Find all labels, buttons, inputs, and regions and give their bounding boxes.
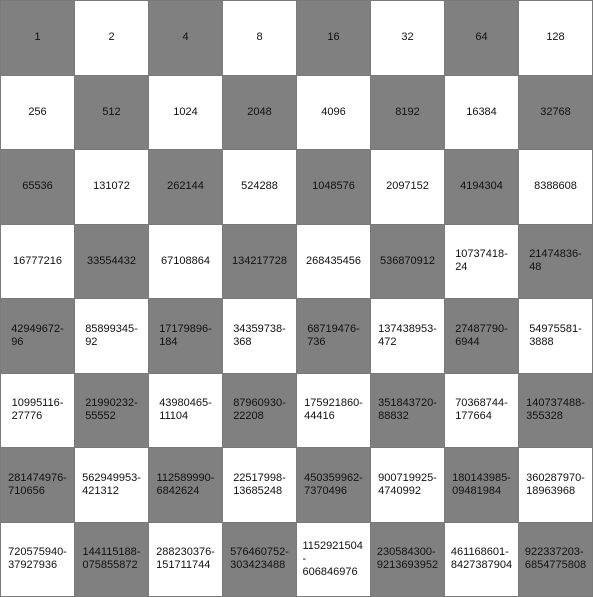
grid-cell — [223, 225, 297, 300]
grid-cell-label: 720575940- 37927936 — [8, 546, 67, 572]
grid-cell — [75, 150, 149, 225]
grid-cell — [149, 374, 223, 449]
grid-cell — [445, 448, 519, 523]
grid-cell — [297, 225, 371, 300]
grid-cell-label: 262144 — [167, 180, 204, 193]
grid-cell-label: 16777216 — [13, 254, 62, 267]
grid-cell — [1, 150, 75, 225]
grid-cell-label: 1 — [34, 31, 41, 44]
grid-cell-label: 34359738- 368 — [233, 322, 286, 348]
grid-cell-label: 230584300- 9213693952 — [376, 546, 439, 572]
grid-cell — [75, 448, 149, 523]
grid-cell — [297, 1, 371, 76]
grid-cell-label: 4194304 — [460, 180, 503, 193]
grid-cell-label: 112589990- 6842624 — [156, 471, 215, 497]
grid-cell-label: 128 — [546, 31, 565, 44]
grid-cell — [1, 448, 75, 523]
grid-cell-label: 33554432 — [87, 254, 136, 267]
grid-cell — [519, 1, 593, 76]
grid-cell — [1, 523, 75, 597]
grid-cell — [445, 523, 519, 597]
grid-cell — [223, 523, 297, 597]
grid-cell — [149, 225, 223, 300]
grid-cell-label: 360287970- 18963968 — [526, 471, 585, 497]
grid-cell-label: 67108864 — [161, 254, 210, 267]
grid-cell — [371, 150, 445, 225]
grid-cell-label: 131072 — [93, 180, 130, 193]
grid-cell-label: 22517998- 13685248 — [233, 471, 286, 497]
grid-cell-label: 900719925- 4740992 — [378, 471, 437, 497]
grid-cell-label: 42949672- 96 — [11, 322, 64, 348]
grid-cell-label: 1152921504- 606846976 — [302, 539, 363, 578]
grid-cell — [1, 299, 75, 374]
grid-cell — [223, 76, 297, 151]
grid-cell-label: 175921860- 44416 — [304, 397, 363, 423]
grid-cell-label: 87960930- 22208 — [233, 397, 286, 423]
grid-cell-label: 268435456 — [305, 254, 362, 267]
grid-cell-label: 43980465- 11104 — [159, 397, 212, 423]
grid-cell — [297, 76, 371, 151]
grid-cell — [149, 76, 223, 151]
grid-cell-label: 2048 — [247, 105, 272, 118]
grid-cell-label: 10737418- 24 — [455, 248, 508, 274]
grid-cell — [297, 374, 371, 449]
grid-cell — [445, 76, 519, 151]
grid-cell-label: 1024 — [173, 105, 198, 118]
grid-cell-label: 512 — [102, 105, 121, 118]
grid-cell-label: 2 — [108, 31, 115, 44]
grid-cell-label: 64 — [475, 31, 488, 44]
grid-cell — [75, 374, 149, 449]
grid-cell — [223, 448, 297, 523]
grid-cell-label: 922337203- 6854775808 — [524, 546, 587, 572]
grid-cell-label: 70368744- 177664 — [455, 397, 508, 423]
grid-cell-label: 461168601- 8427387904 — [450, 546, 513, 572]
grid-cell-label: 140737488- 355328 — [526, 397, 585, 423]
grid-cell — [371, 448, 445, 523]
grid-cell-label: 288230376- 151711744 — [156, 546, 215, 572]
grid-cell — [519, 299, 593, 374]
grid-cell-label: 576460752- 303423488 — [230, 546, 289, 572]
grid-cell — [297, 150, 371, 225]
grid-cell — [223, 374, 297, 449]
grid-cell-label: 134217728 — [231, 254, 288, 267]
grid-cell-label: 32 — [401, 31, 414, 44]
grid-cell — [297, 299, 371, 374]
grid-cell — [223, 299, 297, 374]
grid-cell — [371, 225, 445, 300]
grid-cell-label: 1048576 — [312, 180, 355, 193]
grid-cell — [149, 150, 223, 225]
grid-cell — [297, 523, 371, 597]
grid-cell — [445, 150, 519, 225]
grid-cell-label: 65536 — [22, 180, 53, 193]
grid-cell — [519, 448, 593, 523]
grid-cell-label: 562949953- 421312 — [82, 471, 141, 497]
grid-cell — [519, 150, 593, 225]
grid-cell-label: 180143985- 09481984 — [452, 471, 511, 497]
grid-cell-label: 27487790- 6944 — [455, 322, 508, 348]
grid-cell — [75, 523, 149, 597]
grid-cell-label: 16 — [327, 31, 340, 44]
grid-cell-label: 21990232- 55552 — [85, 397, 138, 423]
grid-cell-label: 21474836- 48 — [529, 248, 582, 274]
grid-cell-label: 4 — [182, 31, 189, 44]
grid-cell — [519, 374, 593, 449]
grid-cell-label: 10995116- 27776 — [11, 397, 64, 423]
grid-cell-label: 85899345- 92 — [85, 322, 138, 348]
grid-cell — [371, 374, 445, 449]
grid-cell-label: 2097152 — [386, 180, 429, 193]
grid-cell — [371, 1, 445, 76]
grid-cell — [519, 76, 593, 151]
grid-cell — [149, 1, 223, 76]
grid-cell-label: 137438953- 472 — [378, 322, 437, 348]
grid-cell — [75, 225, 149, 300]
grid-cell — [75, 1, 149, 76]
grid-cell-label: 450359962- 7370496 — [304, 471, 363, 497]
grid-cell — [1, 374, 75, 449]
grid-cell — [75, 76, 149, 151]
grid-cell-label: 54975581- 3888 — [529, 322, 582, 348]
grid-cell-label: 16384 — [466, 105, 497, 118]
grid-cell-label: 8 — [256, 31, 263, 44]
grid-cell — [445, 225, 519, 300]
grid-cell-label: 8192 — [395, 105, 420, 118]
grid-cell — [297, 448, 371, 523]
grid-cell — [1, 1, 75, 76]
grid-cell-label: 17179896- 184 — [159, 322, 212, 348]
grid-cell — [371, 76, 445, 151]
grid-cell-label: 144115188- 075855872 — [82, 546, 141, 572]
grid-cell — [445, 374, 519, 449]
grid-cell-label: 281474976- 710656 — [8, 471, 67, 497]
grid-cell — [1, 225, 75, 300]
grid-cell-label: 351843720- 88832 — [378, 397, 437, 423]
grid-cell — [519, 225, 593, 300]
grid-cell — [149, 299, 223, 374]
grid-cell — [149, 448, 223, 523]
grid-cell — [223, 150, 297, 225]
grid-cell — [149, 523, 223, 597]
grid-cell — [371, 523, 445, 597]
grid-cell — [445, 1, 519, 76]
grid-cell — [223, 1, 297, 76]
grid-cell-label: 4096 — [321, 105, 346, 118]
grid-cell-label: 8388608 — [534, 180, 577, 193]
grid-cell-label: 32768 — [540, 105, 571, 118]
grid-cell — [371, 299, 445, 374]
grid-cell-label: 536870912 — [379, 254, 436, 267]
grid-cell — [75, 299, 149, 374]
grid-cell-label: 524288 — [241, 180, 278, 193]
grid-cell — [445, 299, 519, 374]
grid-cell-label: 256 — [28, 105, 47, 118]
grid-cell — [1, 76, 75, 151]
grid-cell-label: 68719476- 736 — [307, 322, 360, 348]
grid-cell — [519, 523, 593, 597]
